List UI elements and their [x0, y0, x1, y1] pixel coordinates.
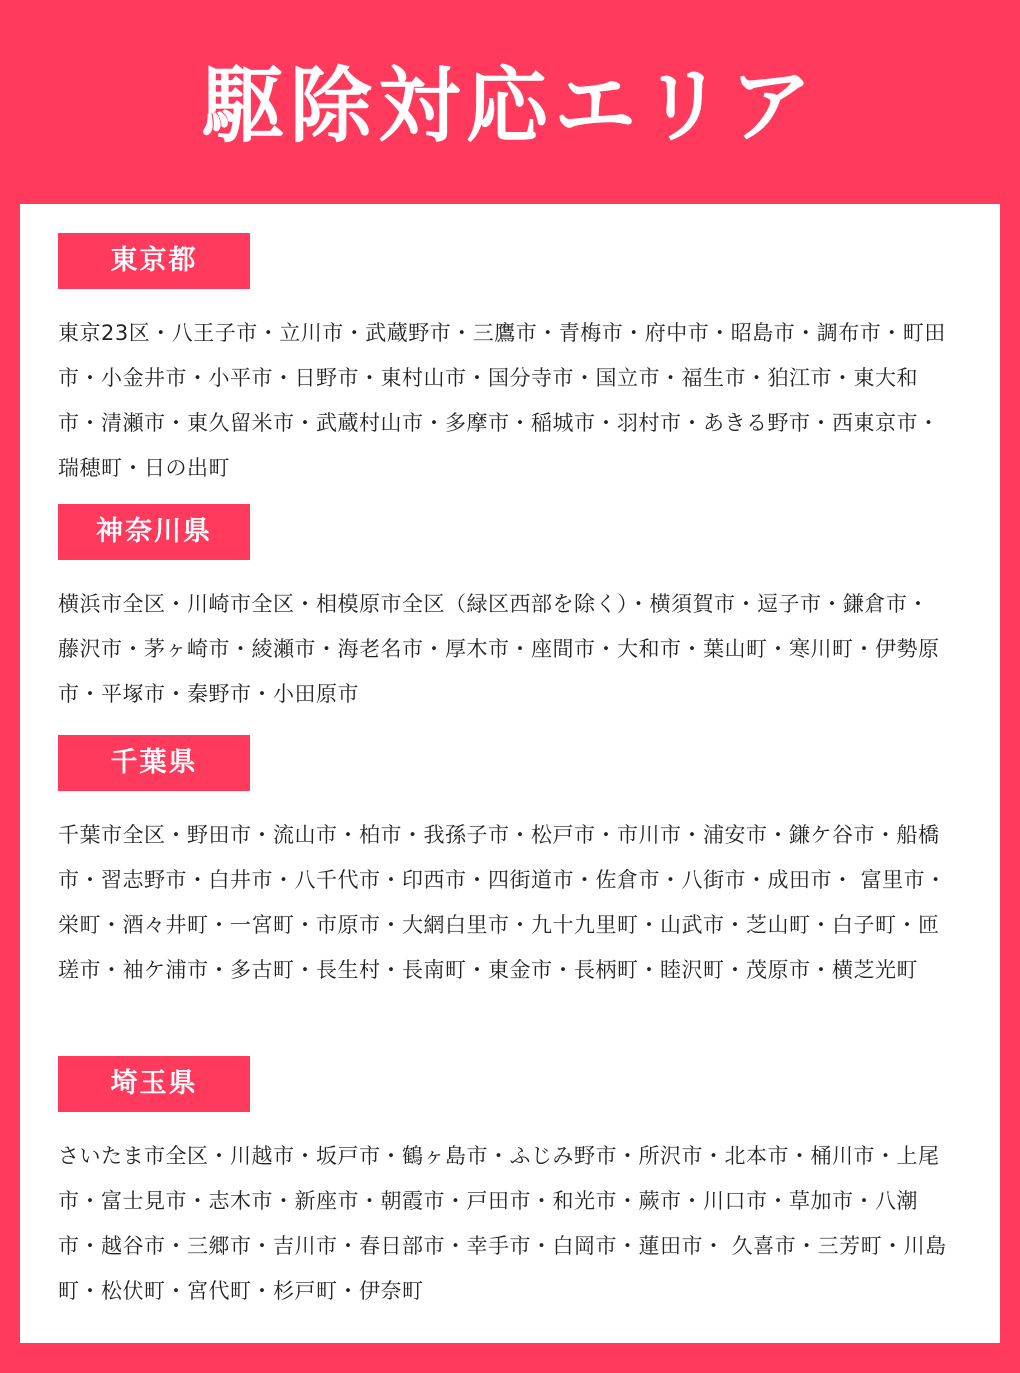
area-list-kanagawa: 横浜市全区・川崎市全区・相模原市全区（緑区西部を除く）・横須賀市・逗子市・鎌倉市・藤沢市・茅ヶ崎市・綾瀬市・海老名市・厚木市・座間市・大和市・葉山町・寒川町・伊勢原市・平塚市・秦野市・小田原市 [58, 592, 940, 706]
section-tokyo [58, 233, 948, 491]
section-label-kanagawa: 神奈川県 [58, 504, 250, 560]
area-list-saitama: さいたま市全区・川越市・坂戸市・鶴ヶ島市・ふじみ野市・所沢市・北本市・桶川市・上尾市・富士見市・志木市・新座市・朝霞市・戸田市・和光市・蕨市・川口市・草加市・八潮市・越谷市・三郷市・吉川市・春日部市・幸手市・白岡市・蓮田市・ 久喜市・三芳町・川島町・松伏町・宮代町・杉戸町・伊奈町 [58, 1144, 947, 1303]
section-chiba [58, 735, 948, 993]
area-list-chiba: 千葉市全区・野田市・流山市・柏市・我孫子市・松戸市・市川市・浦安市・鎌ケ谷市・船橋市・習志野市・白井市・八千代市・印西市・四街道市・佐倉市・八街市・成田市・ 富里市・栄町・酒々井町・一宮町・市原市・大網白里市・九十九里町・山武市・芝山町・白子町・匝瑳市・袖ケ浦市・多古町・長生村・長南町・東金市・長柄町・睦沢町・茂原市・横芝光町 [58, 823, 947, 982]
section-label-saitama: 埼玉県 [58, 1056, 250, 1112]
area-list-tokyo: 東京23区・八王子市・立川市・武蔵野市・三鷹市・青梅市・府中市・昭島市・調布市・町田市・小金井市・小平市・日野市・東村山市・国分寺市・国立市・福生市・狛江市・東大和市・清瀬市・東久留米市・武蔵村山市・多摩市・稲城市・羽村市・あきる野市・西東京市・瑞穂町・日の出町 [58, 321, 946, 480]
area-panel [20, 204, 1000, 1343]
section-label-tokyo: 東京都 [58, 233, 250, 289]
section-kanagawa [58, 504, 948, 717]
section-saitama [58, 1056, 948, 1314]
page-title: 駆除対応エリア [201, 59, 818, 154]
section-label-chiba: 千葉県 [58, 735, 250, 791]
